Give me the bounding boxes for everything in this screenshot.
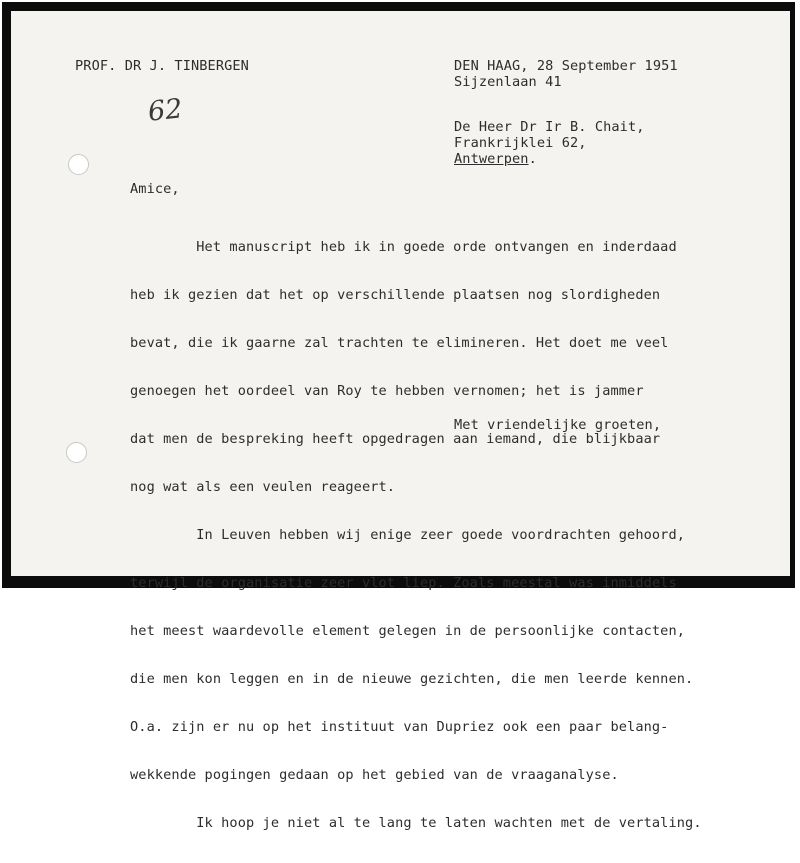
sender-name: PROF. DR J. TINBERGEN [75,58,249,74]
salutation: Amice, [130,181,180,197]
body-line: In Leuven hebben wij enige zeer goede voordrachten gehoord, [130,527,686,543]
recipient-city-line [454,151,537,167]
body-line: O.a. zijn er nu op het instituut van Dupriez ook een paar belang- [130,719,669,735]
recipient-name: De Heer Dr Ir B. Chait, [454,119,645,135]
letter-body [130,207,702,863]
body-line: terwijl de organisatie zeer vlot liep. Zoals meestal was inmiddels [130,575,677,591]
body-line: het meest waardevolle element gelegen in de persoonlijke contacten, [130,623,686,639]
sender-address: Sijzenlaan 41 [454,74,562,90]
body-line: genoegen het oordeel van Roy te hebben vernomen; het is jammer [130,383,644,399]
body-line: nog wat als een veulen reageert. [130,479,396,495]
body-line: dat men de bespreking heeft opgedragen aan iemand, die blijkbaar [130,431,661,447]
body-line: heb ik gezien dat het op verschillende plaatsen nog slordigheden [130,287,661,303]
body-line: die men kon leggen en in de nieuwe gezichten, die men leerde kennen. [130,671,694,687]
recipient-city: Antwerpen [454,151,529,167]
body-line: Het manuscript heb ik in goede orde ontvangen en inderdaad [130,239,677,255]
letter-page [11,11,790,831]
place-date: DEN HAAG, 28 September 1951 [454,58,678,74]
recipient-street: Frankrijklei 62, [454,135,587,151]
body-line: wekkende pogingen gedaan op het gebied van de vraaganalyse. [130,767,619,783]
recipient-city-suffix: . [528,151,537,167]
body-line: Ik hoop je niet al te lang te laten wachten met de vertaling. [130,815,702,831]
handwritten-number: 62 [146,93,184,128]
closing: Met vriendelijke groeten, [454,417,662,433]
body-line: bevat, die ik gaarne zal trachten te elimineren. Het doet me veel [130,335,669,351]
punch-hole-top [68,154,89,175]
punch-hole-bottom [66,442,87,463]
